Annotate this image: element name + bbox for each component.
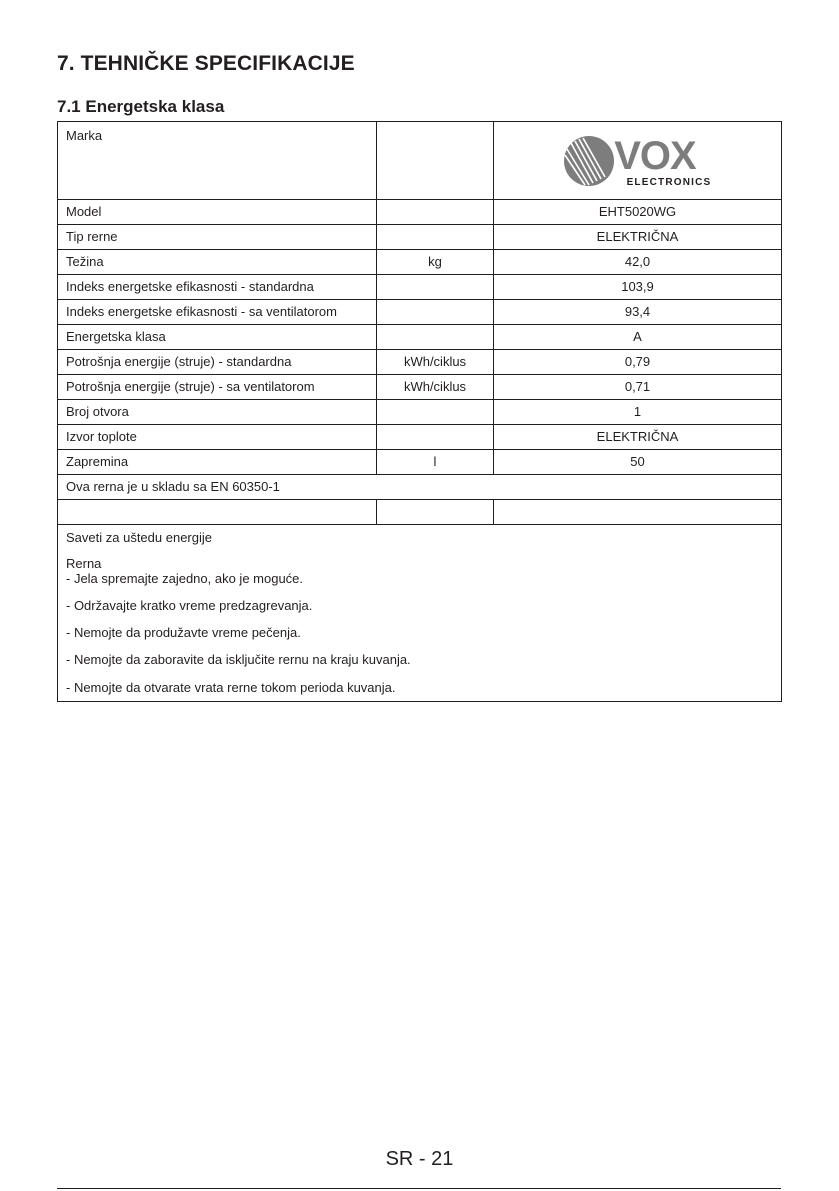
- spec-row: [58, 275, 782, 300]
- spec-unit: [377, 275, 494, 300]
- brand-logo-cell: [494, 122, 782, 200]
- spec-row: [58, 350, 782, 375]
- subsection-title: 7.1 Energetska klasa: [57, 97, 225, 116]
- spec-row: [58, 225, 782, 250]
- spec-value: EHT5020WG: [494, 200, 782, 225]
- brand-unit-cell: [377, 122, 494, 200]
- blank-cell: [58, 500, 377, 525]
- compliance-text: Ova rerna je u skladu sa EN 60350-1: [58, 475, 782, 500]
- spec-label: Potrošnja energije (struje) - standardna: [58, 350, 377, 375]
- spec-label: Energetska klasa: [58, 325, 377, 350]
- spec-label: Model: [58, 200, 377, 225]
- spec-value: 93,4: [494, 300, 782, 325]
- spec-row: [58, 200, 782, 225]
- tip-item: - Nemojte da produžavte vreme pečenja.: [66, 625, 301, 641]
- blank-cell: [494, 500, 782, 525]
- spec-value: 50: [494, 450, 782, 475]
- spec-label: Izvor toplote: [58, 425, 377, 450]
- vox-electronics-logo: [563, 133, 713, 189]
- footer-divider: [57, 1188, 781, 1189]
- spec-row: [58, 400, 782, 425]
- tip-item: - Održavajte kratko vreme predzagrevanja.: [66, 597, 313, 613]
- tips-heading: Saveti za uštedu energije: [66, 530, 212, 545]
- spec-label: Broj otvora: [58, 400, 377, 425]
- spec-label: Indeks energetske efikasnosti - standardna: [58, 275, 377, 300]
- spec-unit: [377, 325, 494, 350]
- blank-row: [58, 500, 782, 525]
- spec-label: Zapremina: [58, 450, 377, 475]
- spec-value: 0,71: [494, 375, 782, 400]
- spec-label: Težina: [58, 250, 377, 275]
- tips-list: [66, 572, 773, 695]
- spec-label: Tip rerne: [58, 225, 377, 250]
- spec-unit: kWh/ciklus: [377, 375, 494, 400]
- spec-unit: kWh/ciklus: [377, 350, 494, 375]
- section-title: 7. TEHNIČKE SPECIFIKACIJE: [57, 52, 355, 75]
- spec-row: [58, 250, 782, 275]
- brand-row: [58, 122, 782, 200]
- spec-label: Indeks energetske efikasnosti - sa ventilatorom: [58, 300, 377, 325]
- tips-subheading: Rerna: [66, 556, 102, 572]
- spec-row: [58, 450, 782, 475]
- tips-row: [58, 525, 782, 702]
- energy-tips: [58, 525, 782, 702]
- spec-unit: [377, 225, 494, 250]
- spec-value: ELEKTRIČNA: [494, 425, 782, 450]
- spec-value: 0,79: [494, 350, 782, 375]
- spec-value: 42,0: [494, 250, 782, 275]
- energy-spec-table: [57, 121, 782, 702]
- logo-sub-text: ELECTRONICS: [626, 176, 711, 188]
- spec-label: Potrošnja energije (struje) - sa ventilatorom: [58, 375, 377, 400]
- tip-item: - Nemojte da otvarate vrata rerne tokom perioda kuvanja.: [66, 679, 396, 695]
- spec-value: 103,9: [494, 275, 782, 300]
- spec-row: [58, 325, 782, 350]
- spec-unit: [377, 425, 494, 450]
- page-number: SR - 21: [385, 1148, 454, 1170]
- tip-item: - Jela spremajte zajedno, ako je moguće.: [66, 570, 304, 586]
- spec-unit: kg: [377, 250, 494, 275]
- tip-item: - Nemojte da zaboravite da isključite rernu na kraju kuvanja.: [66, 652, 411, 668]
- spec-unit: [377, 200, 494, 225]
- compliance-row: [58, 475, 782, 500]
- spec-unit: [377, 400, 494, 425]
- brand-label: Marka: [58, 122, 377, 200]
- spec-value: ELEKTRIČNA: [494, 225, 782, 250]
- spec-value: 1: [494, 400, 782, 425]
- spec-value: A: [494, 325, 782, 350]
- spec-row: [58, 425, 782, 450]
- spec-unit: [377, 300, 494, 325]
- blank-cell: [377, 500, 494, 525]
- spec-unit: l: [377, 450, 494, 475]
- spec-row: [58, 375, 782, 400]
- logo-main-text: VOX: [613, 133, 696, 178]
- spec-row: [58, 300, 782, 325]
